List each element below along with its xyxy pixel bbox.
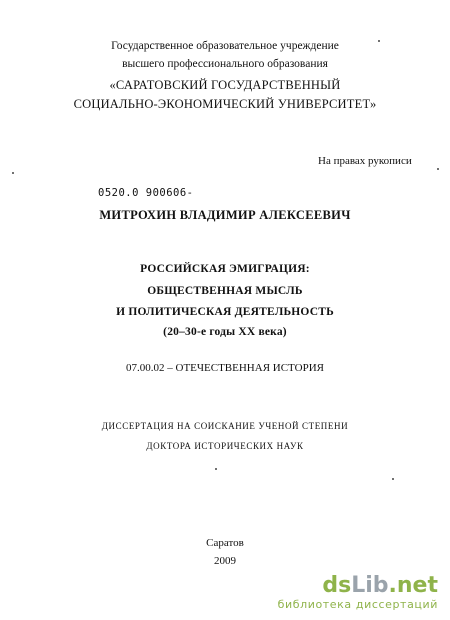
rights-note: На правах рукописи (318, 155, 412, 167)
title-line-4: (20–30-е годы XX века) (163, 326, 287, 338)
institution-name-line-2: СОЦИАЛЬНО-ЭКОНОМИЧЕСКИЙ УНИВЕРСИТЕТ» (73, 97, 377, 111)
title-line-2: ОБЩЕСТВЕННАЯ МЫСЛЬ (147, 285, 303, 297)
year: 2009 (214, 555, 236, 567)
title-line-1: РОССИЙСКАЯ ЭМИГРАЦИЯ: (140, 263, 310, 275)
city: Саратов (206, 537, 244, 549)
author-name: МИТРОХИН ВЛАДИМИР АЛЕКСЕЕВИЧ (99, 208, 351, 222)
institution-line-1: Государственное образовательное учреждение (111, 40, 339, 52)
catalog-code: 0520.0 900606- (98, 187, 194, 199)
dissertation-line-2: ДОКТОРА ИСТОРИЧЕСКИХ НАУК (146, 441, 304, 451)
scan-speck (437, 168, 439, 170)
scan-speck (215, 468, 217, 470)
specialty-code: 07.00.02 – ОТЕЧЕСТВЕННАЯ ИСТОРИЯ (126, 362, 324, 374)
scan-speck (392, 478, 394, 480)
dissertation-line-1: ДИССЕРТАЦИЯ НА СОИСКАНИЕ УЧЕНОЙ СТЕПЕНИ (101, 421, 349, 431)
scan-speck (12, 172, 14, 174)
institution-name-line-1: «САРАТОВСКИЙ ГОСУДАРСТВЕННЫЙ (109, 78, 341, 92)
watermark-subtitle: библиотека диссертаций (277, 598, 438, 611)
institution-line-2: высшего профессионального образования (122, 58, 328, 70)
title-line-3: И ПОЛИТИЧЕСКАЯ ДЕЯТЕЛЬНОСТЬ (116, 306, 334, 318)
watermark-logo-lib: Lib (351, 573, 389, 598)
scan-speck (378, 40, 380, 42)
watermark-logo-ds: ds (322, 573, 352, 598)
dslib-watermark (278, 574, 438, 612)
watermark-logo (278, 574, 438, 598)
watermark-logo-net: .net (388, 573, 438, 598)
